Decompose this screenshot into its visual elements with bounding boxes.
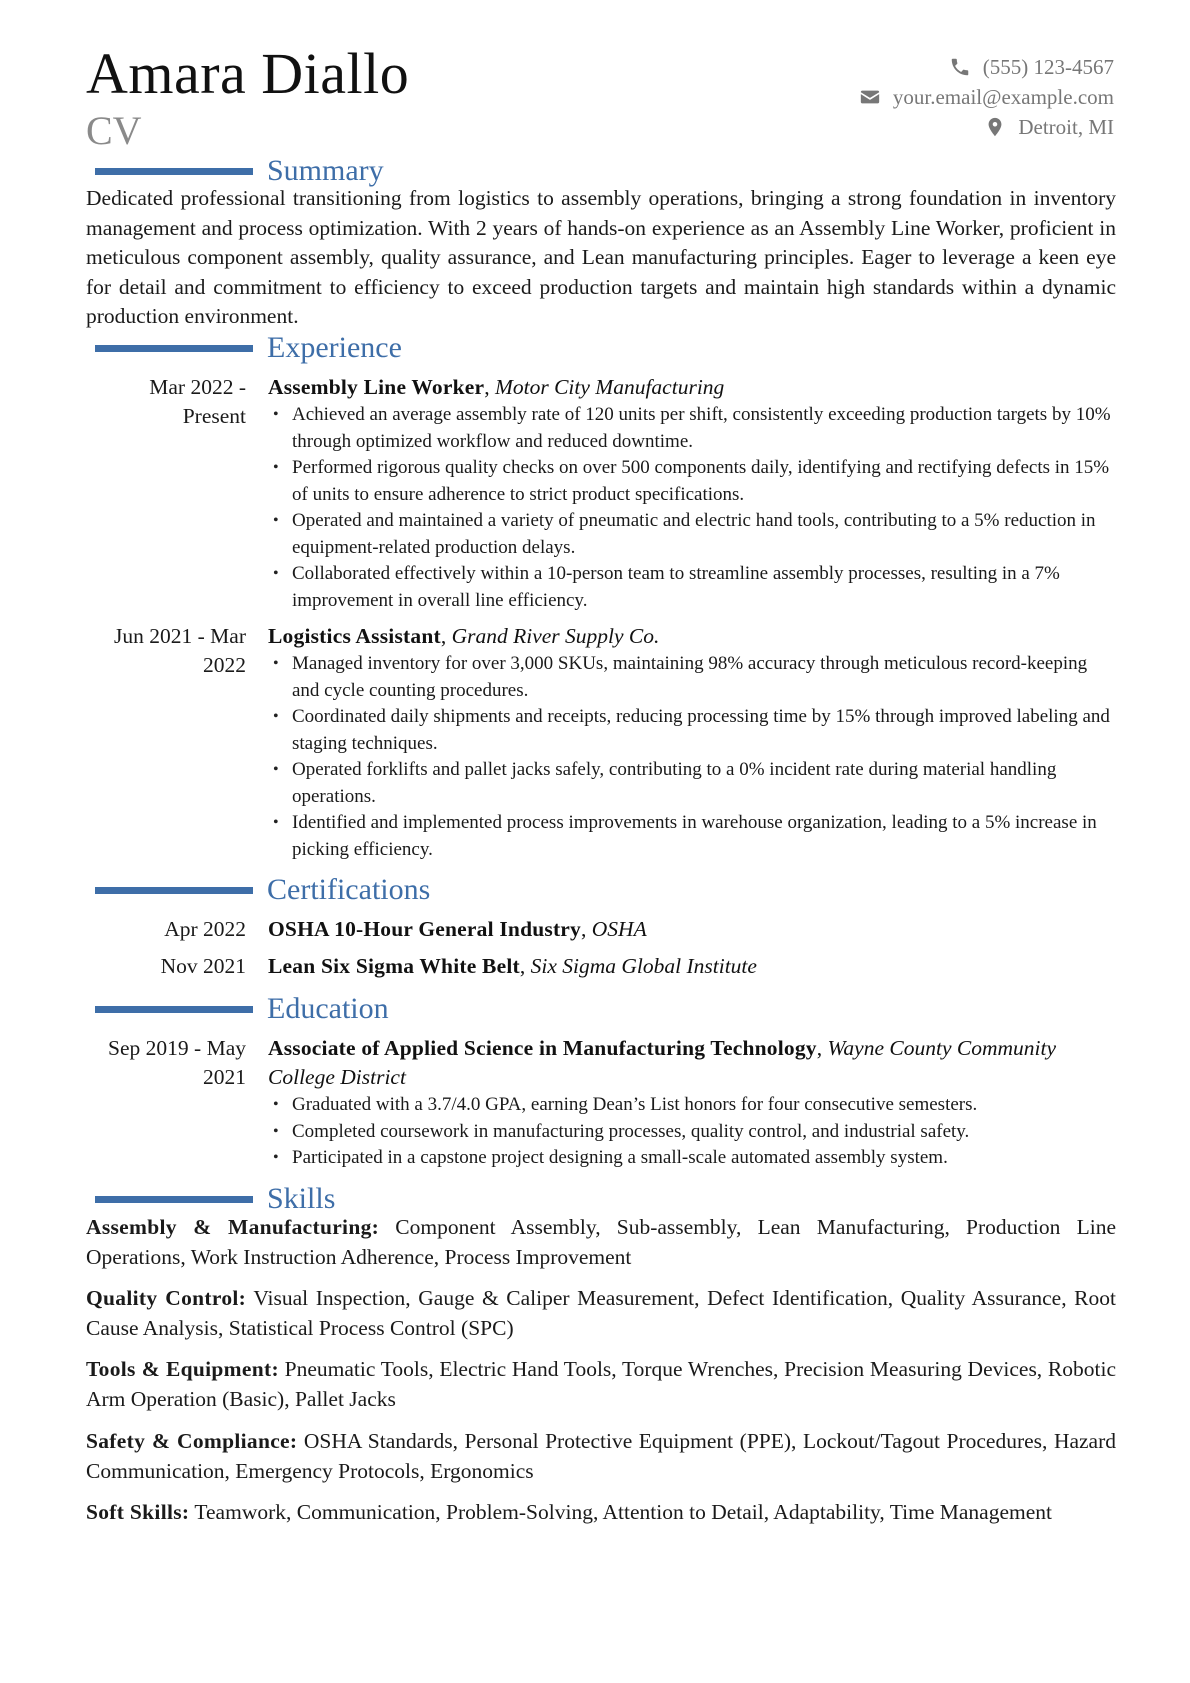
skill-group <box>86 1284 1116 1343</box>
section-title: Experience <box>267 331 402 364</box>
section-title: Skills <box>267 1182 336 1215</box>
section-title: Education <box>267 992 389 1025</box>
skill-group <box>86 1213 1116 1272</box>
envelope-icon <box>857 86 883 108</box>
contact-location: Detroit, MI <box>1018 114 1114 139</box>
skill-group-items: Teamwork, Communication, Problem-Solving, Attention to Detail, Adaptability, Time Management <box>194 1500 1052 1524</box>
degree: Associate of Applied Science in Manufacturing Technology <box>268 1036 817 1060</box>
contact-phone-row <box>754 52 1114 82</box>
section-rule <box>95 1196 253 1203</box>
section-title: Summary <box>267 154 384 187</box>
skill-group-items: Pneumatic Tools, Electric Hand Tools, Torque Wrenches, Precision Measuring Devices, Robotic Arm Operation (Basic), Pallet Jacks <box>86 1357 1116 1411</box>
entry-date <box>86 622 246 680</box>
list-item: • Coordinated daily shipments and receipts, reducing processing time by 15% through improved labeling and staging techniques. <box>268 704 1116 757</box>
section-experience-heading <box>95 330 402 366</box>
list-item: • Participated in a capstone project designing a small-scale automated assembly system. <box>268 1145 1116 1172</box>
skill-group <box>86 1427 1116 1486</box>
entry-heading: Associate of Applied Science in Manufacturing Technology, Wayne County Community College District <box>268 1036 1056 1089</box>
entry-date <box>86 1034 246 1092</box>
certification-issuer: Six Sigma Global Institute <box>530 954 757 978</box>
contact-block <box>754 52 1114 142</box>
certification-name: Lean Six Sigma White Belt <box>268 954 520 978</box>
entry-date-line: Present <box>182 404 246 428</box>
job-title: Logistics Assistant <box>268 624 441 648</box>
skill-group <box>86 1498 1116 1528</box>
skill-group-items: Visual Inspection, Gauge & Caliper Measurement, Defect Identification, Quality Assurance, Root Cause Analysis, Statistical Process Control (SPC) <box>86 1286 1116 1340</box>
contact-location-row <box>754 112 1114 142</box>
school: Wayne County Community College District <box>268 1036 1056 1089</box>
list-item: • Completed coursework in manufacturing processes, quality control, and industrial safety. <box>268 1119 1116 1146</box>
entry-heading: Logistics Assistant, Grand River Supply Co. <box>268 624 660 648</box>
employer: Motor City Manufacturing <box>494 375 725 399</box>
entry-date-line: Mar 2022 - <box>149 375 246 399</box>
entry-body <box>268 915 1116 944</box>
section-rule <box>95 887 253 894</box>
skill-group-items: OSHA Standards, Personal Protective Equipment (PPE), Lockout/Tagout Procedures, Hazard Communication, Emergency Protocols, Ergonomics <box>86 1429 1117 1483</box>
entry-heading: OSHA 10-Hour General Industry, OSHA <box>268 917 647 941</box>
list-item: • Operated and maintained a variety of pneumatic and electric hand tools, contributing to a 5% reduction in equipment-related production delays. <box>268 508 1116 561</box>
entry-date-line: 2022 <box>203 653 246 677</box>
entry-date <box>86 373 246 431</box>
entry-date-line: 2021 <box>203 1065 246 1089</box>
list-item: • Graduated with a 3.7/4.0 GPA, earning Dean’s List honors for four consecutive semesters. <box>268 1092 1116 1119</box>
entry-date-line: Jun 2021 - Mar <box>114 624 246 648</box>
employer: Grand River Supply Co. <box>451 624 660 648</box>
entry-heading: Lean Six Sigma White Belt, Six Sigma Global Institute <box>268 954 757 978</box>
skill-group-label: Soft Skills: <box>86 1500 190 1524</box>
entry-date: Apr 2022 <box>164 917 246 941</box>
skill-group-items: Component Assembly, Sub-assembly, Lean Manufacturing, Production Line Operations, Work Instruction Adherence, Process Improvement <box>86 1215 1116 1269</box>
entry-body <box>268 373 1116 614</box>
skill-group <box>86 1355 1116 1414</box>
list-item: • Achieved an average assembly rate of 120 units per shift, consistently exceeding production targets by 10% through optimized workflow and reduced downtime. <box>268 402 1116 455</box>
entry-date: Nov 2021 <box>160 954 246 978</box>
entry-date-line: Sep 2019 - May <box>108 1036 246 1060</box>
list-item: • Managed inventory for over 3,000 SKUs, maintaining 98% accuracy through meticulous record-keeping and cycle counting procedures. <box>268 651 1116 704</box>
entry-body <box>268 952 1116 981</box>
phone-icon <box>947 56 973 78</box>
section-rule <box>95 168 253 175</box>
section-education-heading <box>95 991 389 1027</box>
contact-email[interactable]: your.email@example.com <box>892 84 1114 109</box>
bullet-list <box>268 651 1116 863</box>
candidate-name: Amara Diallo <box>86 41 410 106</box>
entry-body <box>268 1034 1116 1172</box>
section-rule <box>95 345 253 352</box>
contact-email-row <box>754 82 1114 112</box>
list-item: • Collaborated effectively within a 10-person team to streamline assembly processes, resulting in a 7% improvement in overall line efficiency. <box>268 561 1116 614</box>
bullet-list <box>268 1092 1116 1172</box>
list-item: • Performed rigorous quality checks on over 500 components daily, identifying and rectifying defects in 15% of units to ensure adherence to strict product specifications. <box>268 455 1116 508</box>
certification-issuer: OSHA <box>591 917 647 941</box>
job-title: Assembly Line Worker <box>268 375 485 399</box>
entry-body <box>268 622 1116 863</box>
skill-group-label: Tools & Equipment: <box>86 1357 279 1381</box>
bullet-list <box>268 402 1116 614</box>
skill-group-label: Assembly & Manufacturing: <box>86 1215 380 1239</box>
map-pin-icon <box>982 116 1008 138</box>
document-subtitle: CV <box>86 108 142 153</box>
contact-phone[interactable]: (555) 123-4567 <box>982 54 1114 79</box>
entry-heading: Assembly Line Worker, Motor City Manufacturing <box>268 375 725 399</box>
skill-group-label: Safety & Compliance: <box>86 1429 298 1453</box>
section-title: Certifications <box>267 873 431 906</box>
list-item: • Operated forklifts and pallet jacks safely, contributing to a 0% incident rate during material handling operations. <box>268 757 1116 810</box>
list-item: • Identified and implemented process improvements in warehouse organization, leading to a 5% increase in picking efficiency. <box>268 810 1116 863</box>
section-skills-heading <box>95 1181 335 1217</box>
skill-group-label: Quality Control: <box>86 1286 247 1310</box>
summary-text: Dedicated professional transitioning from logistics to assembly operations, bringing a strong foundation in inventory management and process optimization. With 2 years of hands-on experience as an Assembly Line Worker, proficient in meticulous component assembly, quality assurance, and Lean manufacturing principles. Eager to leverage a keen eye for detail and commitment to efficiency to exceed production targets and maintain high standards within a dynamic production environment. <box>86 186 1116 328</box>
section-rule <box>95 1006 253 1013</box>
section-certifications-heading <box>95 872 430 908</box>
certification-name: OSHA 10-Hour General Industry <box>268 917 582 941</box>
